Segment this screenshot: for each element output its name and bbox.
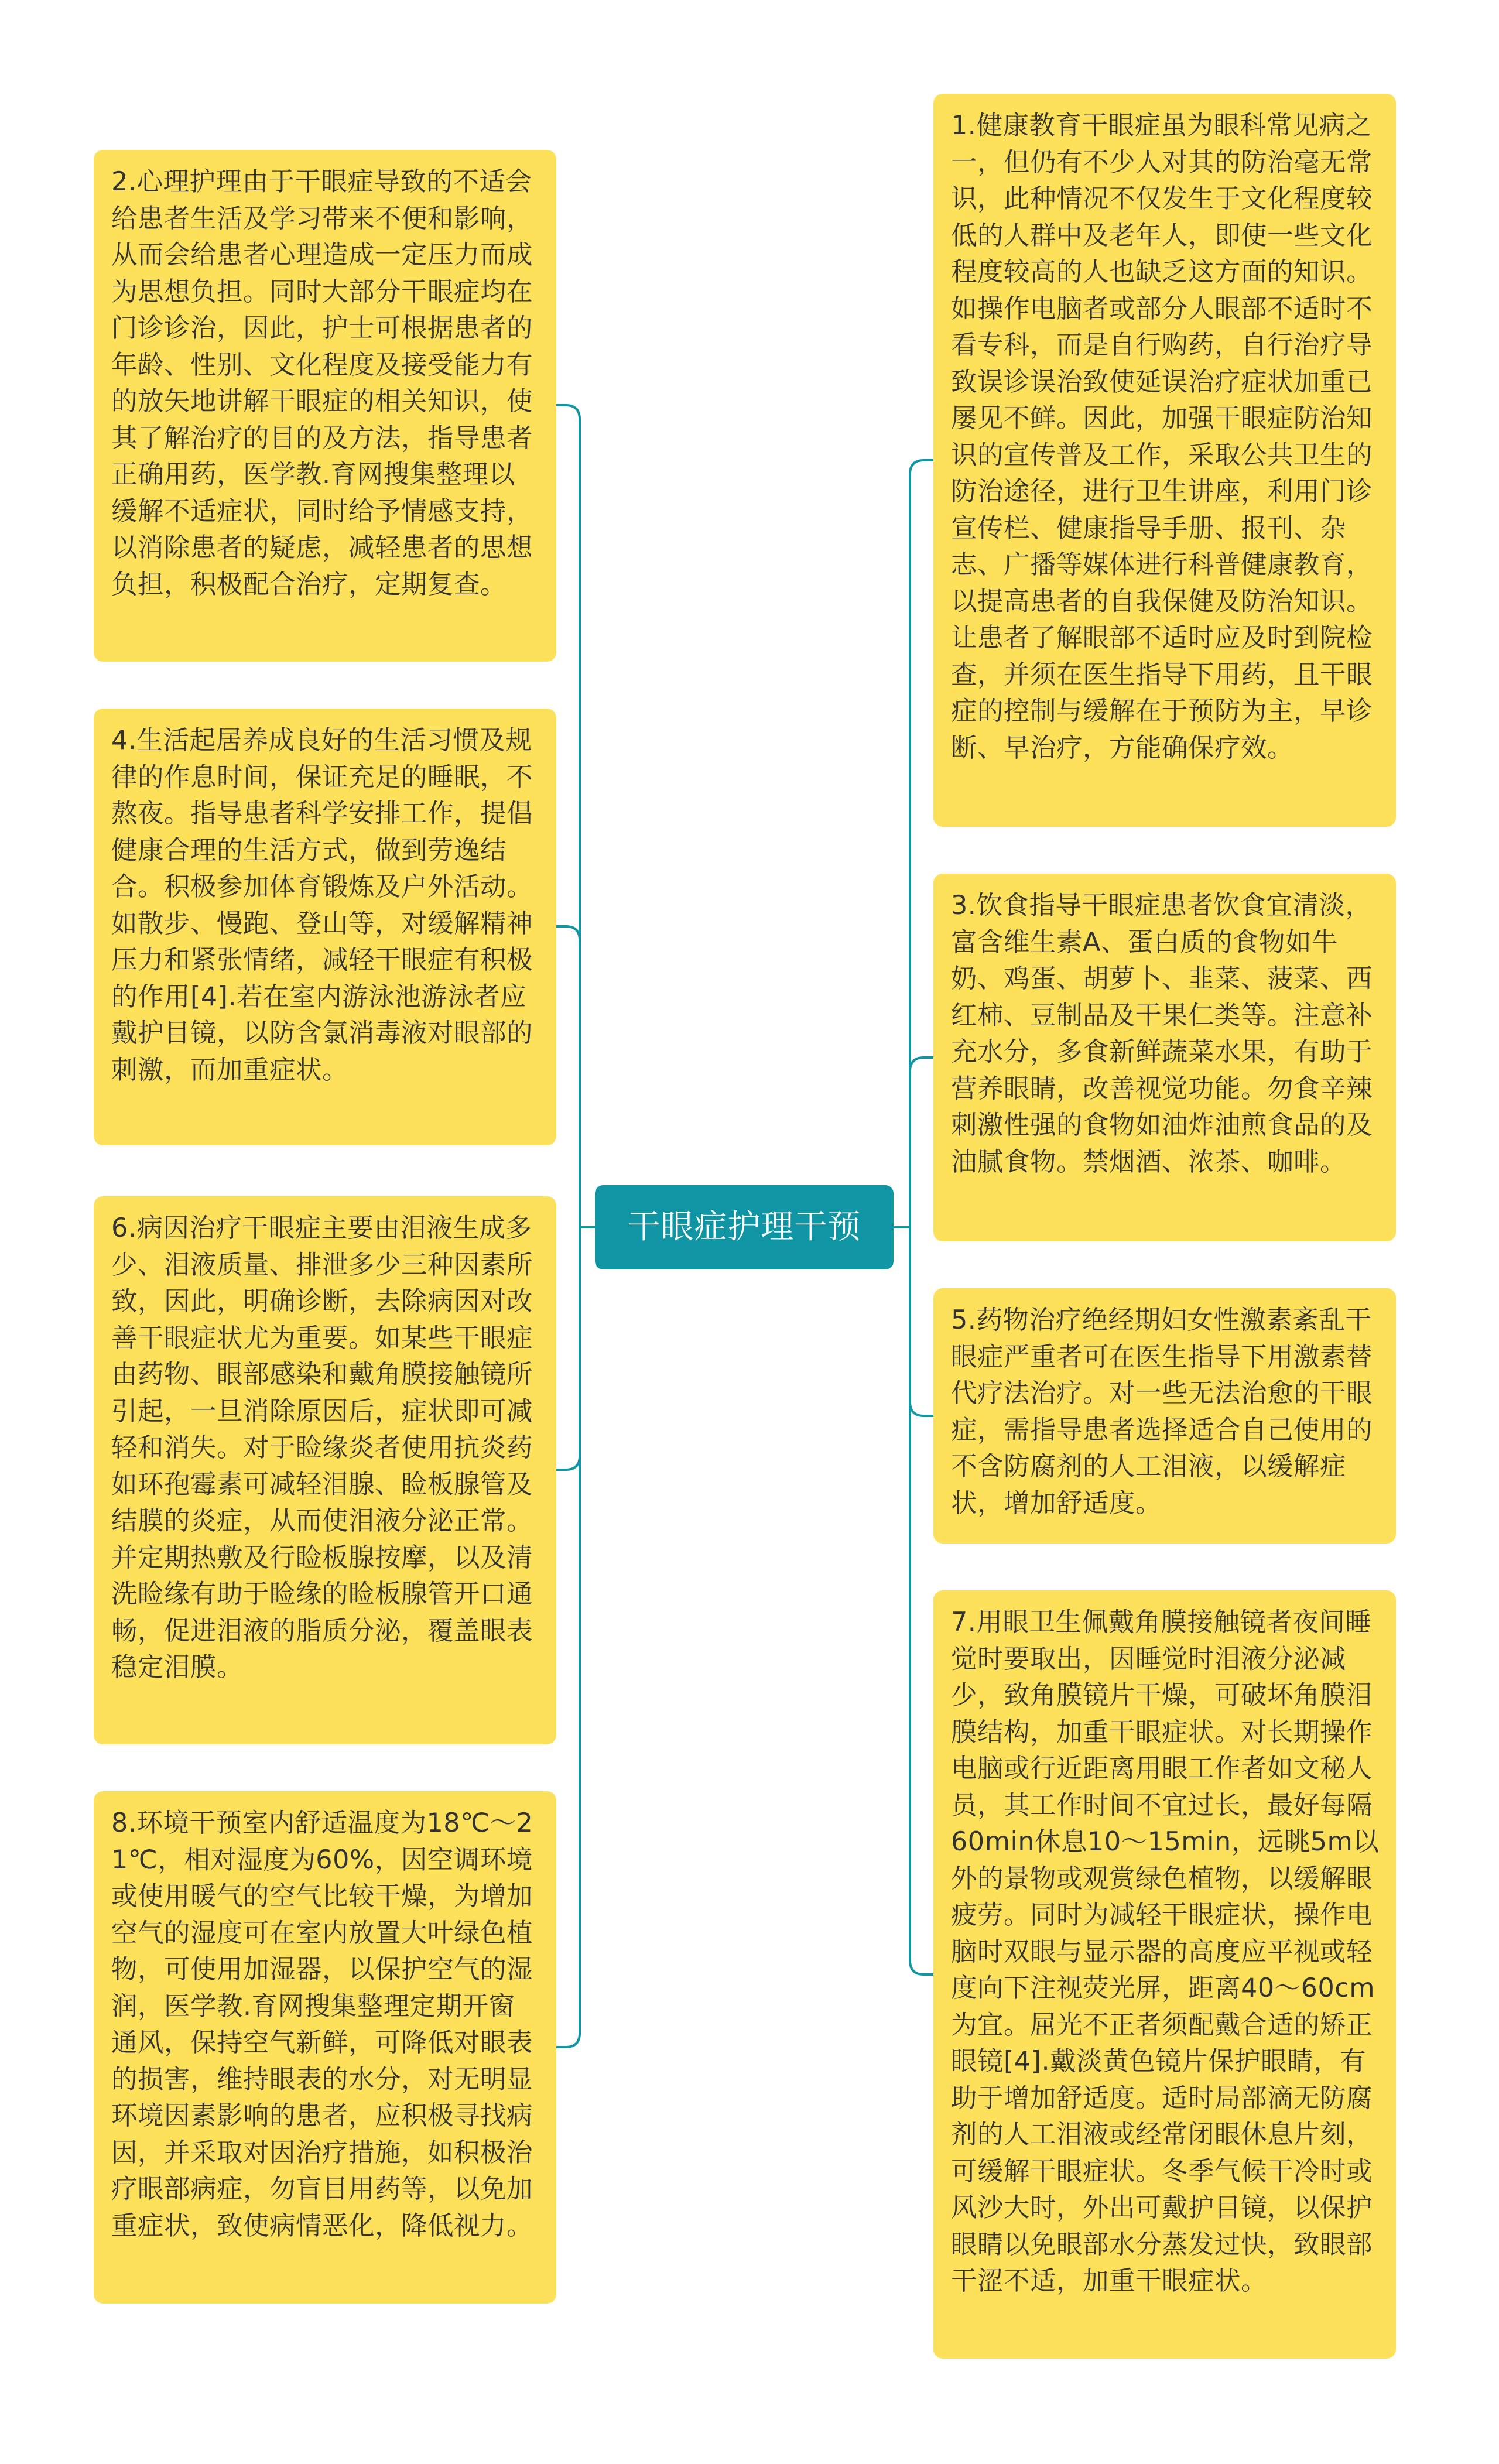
topic-node-environmental-intervention[interactable]: 8.环境干预室内舒适温度为18℃～21℃，相对湿度为60%，因空调环境或使用暖气的空气比较干燥，为增加空气的湿度可在室内放置大叶绿色植物，可使用加湿器，以保护空气的湿润，医学教.育网搜集整理定期开窗通风，保持空气新鲜，可降低对眼表的损害，维持眼表的水分，对无明显环境因素影响的患者，应积极寻找病因，并采取对因治疗措施，如积极治疗眼部病症，勿盲目用药等，以免加重症状，致使病情恶化，降低视力。 bbox=[94, 1791, 556, 2304]
connector-left-node-4 bbox=[556, 926, 580, 1227]
connector-right-node-5 bbox=[910, 1227, 933, 1416]
topic-node-lifestyle[interactable]: 4.生活起居养成良好的生活习惯及规律的作息时间，保证充足的睡眠，不熬夜。指导患者科学安排工作，提倡健康合理的生活方式，做到劳逸结合。积极参加体育锻炼及户外活动。如散步、慢跑、登山等，对缓解精神压力和紧张情绪，减轻干眼症有积极的作用[4].若在室内游泳池游泳者应戴护目镜，以防含氯消毒液对眼部的刺激，而加重症状。 bbox=[94, 709, 556, 1145]
connector-left-node-6 bbox=[556, 1227, 580, 1470]
connector-left-node-8 bbox=[556, 1227, 580, 2047]
topic-node-psychological-care[interactable]: 2.心理护理由于干眼症导致的不适会给患者生活及学习带来不便和影响，从而会给患者心理造成一定压力而成为思想负担。同时大部分干眼症均在门诊诊治，因此，护士可根据患者的年龄、性别、文化程度及接受能力有的放矢地讲解干眼症的相关知识，使其了解治疗的目的及方法，指导患者正确用药，医学教.育网搜集整理以缓解不适症状，同时给予情感支持，以消除患者的疑虑，减轻患者的思想负担，积极配合治疗，定期复查。 bbox=[94, 150, 556, 662]
topic-node-diet-guidance[interactable]: 3.饮食指导干眼症患者饮食宜清淡，富含维生素A、蛋白质的食物如牛奶、鸡蛋、胡萝卜、韭菜、菠菜、西红柿、豆制品及干果仁类等。注意补充水分，多食新鲜蔬菜水果，有助于营养眼睛，改善视觉功能。勿食辛辣刺激性强的食物如油炸油煎食品的及油腻食物。禁烟酒、浓茶、咖啡。 bbox=[933, 874, 1396, 1241]
connector-right-node-1 bbox=[910, 460, 933, 1227]
connector-right-node-3 bbox=[910, 1058, 933, 1227]
topic-node-health-education[interactable]: 1.健康教育干眼症虽为眼科常见病之一，但仍有不少人对其的防治毫无常识，此种情况不仅发生于文化程度较低的人群中及老年人，即使一些文化程度较高的人也缺乏这方面的知识。如操作电脑者或部分人眼部不适时不看专科，而是自行购药，自行治疗导致误诊误治致使延误治疗症状加重已屡见不鲜。因此，加强干眼症防治知识的宣传普及工作，采取公共卫生的防治途径，进行卫生讲座，利用门诊宣传栏、健康指导手册、报刊、杂志、广播等媒体进行科普健康教育，以提高患者的自我保健及防治知识。让患者了解眼部不适时应及时到院检查，并须在医生指导下用药，且干眼症的控制与缓解在于预防为主，早诊断、早治疗，方能确保疗效。 bbox=[933, 94, 1396, 827]
topic-node-eye-hygiene[interactable]: 7.用眼卫生佩戴角膜接触镜者夜间睡觉时要取出，因睡觉时泪液分泌减少，致角膜镜片干燥，可破坏角膜泪膜结构，加重干眼症状。对长期操作电脑或行近距离用眼工作者如文秘人员，其工作时间不宜过长，最好每隔60min休息10～15min，远眺5m以外的景物或观赏绿色植物，以缓解眼疲劳。同时为减轻干眼症状，操作电脑时双眼与显示器的高度应平视或轻度向下注视荧光屏，距离40～60cm为宜。屈光不正者须配戴合适的矫正眼镜[4].戴淡黄色镜片保护眼睛，有助于增加舒适度。适时局部滴无防腐剂的人工泪液或经常闭眼休息片刻，可缓解干眼症状。冬季气候干冷时或风沙大时，外出可戴护目镜，以保护眼睛以免眼部水分蒸发过快，致眼部干涩不适，加重干眼症状。 bbox=[933, 1590, 1396, 2359]
topic-node-etiological-treatment[interactable]: 6.病因治疗干眼症主要由泪液生成多少、泪液质量、排泄多少三种因素所致，因此，明确诊断，去除病因对改善干眼症状尤为重要。如某些干眼症由药物、眼部感染和戴角膜接触镜所引起，一旦消除原因后，症状即可减轻和消失。对于睑缘炎者使用抗炎药如环孢霉素可减轻泪腺、睑板腺管及结膜的炎症，从而使泪液分泌正常。并定期热敷及行睑板腺按摩，以及清洗睑缘有助于睑缘的睑板腺管开口通畅，促进泪液的脂质分泌，覆盖眼表稳定泪膜。 bbox=[94, 1196, 556, 1744]
topic-node-drug-treatment[interactable]: 5.药物治疗绝经期妇女性激素紊乱干眼症严重者可在医生指导下用激素替代疗法治疗。对一些无法治愈的干眼症，需指导患者选择适合自己使用的不含防腐剂的人工泪液，以缓解症状，增加舒适度。 bbox=[933, 1288, 1396, 1544]
connector-right-node-7 bbox=[910, 1227, 933, 1974]
connector-left-node-2 bbox=[556, 405, 580, 1227]
central-topic-node[interactable]: 干眼症护理干预 bbox=[595, 1185, 894, 1269]
